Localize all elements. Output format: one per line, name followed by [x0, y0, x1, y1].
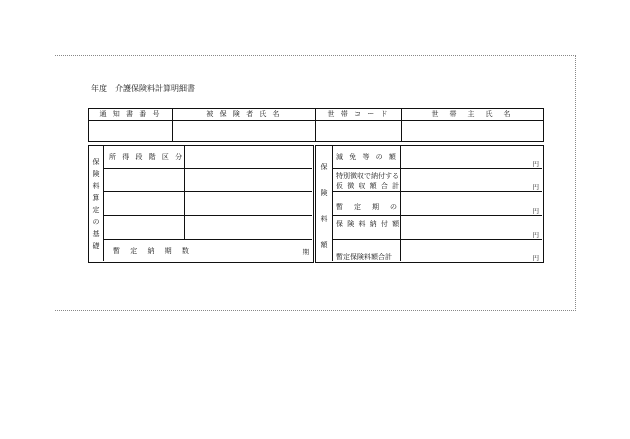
period-unit: 期: [302, 248, 309, 256]
header-table: [88, 108, 544, 142]
yen-unit: 円: [532, 160, 539, 168]
document-title: 年度 介護保険料計算明細書: [91, 84, 195, 93]
provisional-periods-label: 暫 定 納 期 数: [113, 247, 193, 255]
special-collection-label-1: 特別徴収で納付する: [336, 172, 399, 180]
yen-unit: 円: [532, 183, 539, 191]
amount-side-label: 保 険 料 額: [320, 163, 328, 249]
provisional-total-label: 暫定保険料額合計: [336, 253, 392, 261]
yen-unit: 円: [532, 231, 539, 239]
special-collection-label-2: 仮 徴 収 額 合 計: [336, 182, 401, 190]
insured-name-label: 被 保 険 者 氏 名: [206, 110, 282, 118]
income-class-label: 所 得 段 階 区 分: [109, 153, 185, 161]
provisional-payment-label-2: 保 険 料 納 付 額: [336, 220, 401, 228]
provisional-payment-label-1: 暫 定 期 の: [336, 203, 399, 211]
reduction-label: 減 免 等 の 額: [336, 153, 398, 161]
notice-number-label: 通 知 書 番 号: [99, 110, 162, 118]
basis-side-label: 保 険 料 算 定 の 基 礎: [92, 158, 100, 250]
householder-name-label: 世 帯 主 氏 名: [431, 110, 513, 118]
yen-unit: 円: [532, 254, 539, 262]
premium-amount-table: [315, 145, 544, 263]
household-code-label: 世 帯 コ ー ド: [327, 110, 390, 118]
calculation-basis-table: [88, 145, 314, 263]
yen-unit: 円: [532, 207, 539, 215]
